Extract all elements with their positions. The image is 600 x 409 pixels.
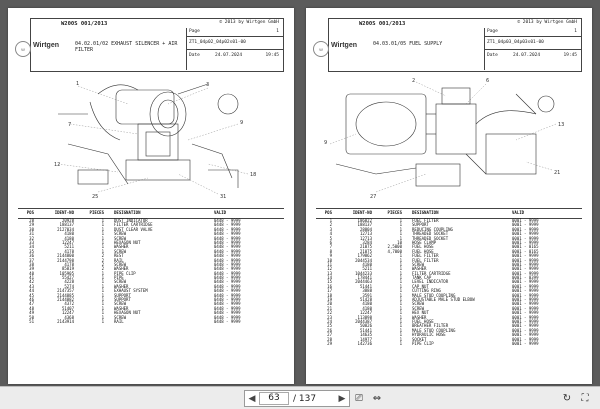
time-value: 19:45: [563, 53, 577, 58]
svg-text:27: 27: [370, 194, 377, 200]
table-row: 13 1044233 1 FILTER CARTRIDGE 0001 - 9999: [327, 270, 539, 276]
section-title: 04.02.01/02 EXHAUST SILENCER + AIR FILTER: [75, 41, 178, 53]
drawing-code: ZT1_04p03_04p03s01-00: [487, 40, 544, 45]
table-row: 21 4180 1 SCREW 0001 - 9999: [327, 305, 539, 311]
parts-table: [316, 208, 582, 346]
table-row: 1 186822 1 FUEL FILTER 0001 - 9999: [329, 218, 539, 223]
model-title: W200S 001/2013: [359, 21, 406, 27]
current-page-input[interactable]: 63: [259, 392, 289, 405]
table-row: 43 5274 1 WASHER 0448 - 9999: [29, 283, 241, 289]
table-row: 22 12247 1 HEX NUT 0001 - 9999: [327, 310, 539, 316]
table-body: [18, 219, 284, 324]
exploded-view-drawing: [316, 74, 582, 202]
wirtgen-emblem-icon: W: [313, 41, 329, 57]
table-row: 15 2044463 1 LEVEL INDICATOR 0001 - 9999: [327, 279, 539, 285]
table-header: POS IDENT-NO PIECES DESIGNATION VALID: [316, 208, 582, 219]
table-row: 37 2144798 2 RAIL 0448 - 9999: [29, 257, 241, 263]
section-title: 04.03.01/05 FUEL SUPPLY: [373, 41, 443, 47]
page-label: Page: [189, 29, 200, 34]
table-row: 9 179862 1 FUEL FILTER 0001 - 9999: [329, 253, 539, 259]
page-meta: [484, 28, 581, 70]
fullscreen-icon[interactable]: ⛶: [581, 392, 589, 404]
table-row: 17 3888 1 CUTTING RING 0001 - 9999: [327, 288, 539, 294]
table-row: 30 2127034 1 DUST CLEAR VALVE 0448 - 9999: [29, 226, 241, 232]
page-meta: [186, 28, 283, 70]
table-row: 48 51407 1 WASHER 0448 - 9999: [29, 305, 241, 311]
svg-text:7: 7: [68, 122, 72, 128]
svg-text:18: 18: [250, 172, 257, 178]
table-row: 5 12713 1 THREADED SOCKET 0001 - 9999: [329, 235, 539, 241]
table-row: 42 4228 1 SCREW 0448 - 9999: [29, 279, 241, 285]
table-row: 29 142736 1 PIPE CLIP 0001 - 9999: [327, 340, 539, 346]
time-value: 19:45: [265, 53, 279, 58]
table-row: 38 4178 2 SCREW 0448 - 9999: [29, 261, 241, 267]
table-row: 40 105905 1 PIPE CLIP 0448 - 9999: [29, 270, 241, 276]
fit-width-icon[interactable]: ⇔: [372, 392, 382, 404]
table-row: 45 2144885 1 SUPPORT 0448 - 9999: [29, 292, 241, 298]
date-label: Date: [189, 53, 200, 58]
table-row: 28 20928 1 DUST INDICATOR 0448 - 9999: [29, 218, 241, 223]
table-row: 18 3591 1 MALE STUD COUPLING 0001 - 9999: [327, 292, 539, 298]
table-row: 25 50826 1 BREATHER FILTER 0001 - 9999: [327, 323, 539, 329]
parts-table: [18, 208, 284, 324]
svg-text:21: 21: [554, 170, 561, 176]
table-header: POS IDENT-NO PIECES DESIGNATION VALID: [18, 208, 284, 219]
table-row: 6 3284 10 HOSE CLAMP 0001 - 9999: [329, 239, 539, 245]
table-row: 23 113898 1 WASHER 0001 - 9999: [327, 314, 539, 320]
table-row: 31 4180 1 SCREW 0448 - 9999: [29, 231, 241, 237]
svg-text:13: 13: [558, 122, 565, 128]
svg-text:3: 3: [206, 82, 210, 88]
brand-logo: Wirtgen: [331, 42, 357, 49]
page-label: Page: [487, 29, 498, 34]
table-row: 27 14635 1 HYDRAULIC HOSE 0001 - 9999: [327, 332, 539, 338]
rotate-icon[interactable]: ↻: [562, 392, 572, 404]
table-row: 2 188137 1 SUPPORT 0001 - 9999: [329, 222, 539, 228]
table-row: 41 55427 1 PIPE 0448 - 9999: [29, 275, 241, 281]
model-title: W200S 001/2013: [61, 21, 108, 27]
viewer-toolbar: [0, 386, 600, 409]
svg-text:25: 25: [92, 194, 99, 200]
svg-text:12: 12: [54, 162, 61, 168]
table-row: 10 2044534 1 FUEL FILTER 0001 - 9999: [327, 257, 539, 263]
page-value: 1: [276, 29, 279, 34]
table-row: 11 4180 1 SCREW 0001 - 9999: [327, 261, 539, 267]
table-row: 19 51428 1 ADJUSTABLE MALE STUD ELBOW 0001 - 9999: [327, 297, 539, 303]
svg-text:31: 31: [220, 194, 227, 200]
table-row: 33 12247 1 HEXAGON NUT 0448 - 9999: [29, 239, 241, 245]
table-row: 44 2147357 1 EXHAUST SYSTEM 0448 - 9999: [29, 288, 241, 294]
table-row: 26 51441 1 MALE STUD COUPLING 0001 - 9999: [327, 327, 539, 333]
table-row: 50 4368 1 SCREW 0448 - 9999: [29, 314, 241, 320]
copyright: © 2013 by Wirtgen GmbH: [219, 20, 279, 25]
table-row: 24 2044387 1 FUEL HOSE 0001 - 9999: [327, 318, 539, 324]
table-row: 7 21075 2,5000 FUEL HOSE 0001 - 0165: [329, 244, 539, 250]
table-row: 3 28804 1 REDUCING COUPLING 0001 - 9999: [329, 226, 539, 232]
table-row: 35 4178 1 SCREW 0448 - 9999: [29, 248, 241, 254]
svg-text:2: 2: [412, 78, 416, 84]
svg-text:9: 9: [240, 120, 244, 126]
document-page-left: [8, 8, 294, 384]
table-row: 46 2144882 1 SUPPORT 0448 - 9999: [29, 297, 241, 303]
brand-logo: Wirtgen: [33, 42, 59, 49]
table-row: 28 14977 1 SOCKET 0001 - 9999: [327, 336, 539, 342]
table-row: 29 188137 1 FILTER CARTRIDGE 0448 - 9999: [29, 222, 241, 228]
copyright: © 2013 by Wirtgen GmbH: [517, 20, 577, 25]
table-row: 8 21075 4,7000 FUEL HOSE 0001 - 0165: [329, 248, 539, 254]
table-row: 14 178441 1 TANK CAP 0001 - 0399: [327, 275, 539, 281]
page-value: 1: [574, 29, 577, 34]
date-label: Date: [487, 53, 498, 58]
exploded-view-drawing: [18, 74, 284, 202]
table-row: 34 5211 1 WASHER 0448 - 9999: [29, 244, 241, 250]
table-row: 12 5211 1 WASHER 0001 - 9999: [327, 266, 539, 272]
table-row: 36 2144800 2 REST 0448 - 9999: [29, 253, 241, 259]
date-value: 24.07.2024: [215, 53, 243, 58]
table-row: 4 12713 1 THREADED SOCKET 0001 - 9999: [329, 231, 539, 237]
wirtgen-emblem-icon: W: [15, 41, 31, 57]
fit-page-icon[interactable]: ⎚: [355, 392, 363, 404]
page-header: [319, 18, 582, 72]
page-navigator: [244, 390, 350, 407]
svg-text:1: 1: [76, 81, 80, 87]
table-row: 49 12247 1 HEXAGON NUT 0448 - 9999: [29, 310, 241, 316]
table-row: 20 4180 1 SCREW 0001 - 9999: [327, 301, 539, 307]
prev-page-icon[interactable]: ◀: [248, 393, 256, 404]
document-page-right: [306, 8, 592, 384]
drawing-code: ZT1_04p02_04p02s01-00: [189, 40, 246, 45]
date-value: 24.07.2024: [513, 53, 541, 58]
page-header: [21, 18, 284, 72]
svg-text:6: 6: [486, 78, 490, 84]
table-row: 47 4372 1 SCREW 0448 - 9999: [29, 301, 241, 307]
svg-text:9: 9: [324, 140, 328, 146]
table-body: [316, 219, 582, 346]
table-row: 51 2143914 1 RAIL 0448 - 9999: [29, 318, 241, 324]
next-page-icon[interactable]: ▶: [338, 393, 346, 404]
table-row: 39 85819 2 WASHER 0448 - 9999: [29, 266, 241, 272]
total-pages: / 137: [293, 393, 317, 404]
table-row: 16 51441 1 CAP NUT 0001 - 9999: [327, 283, 539, 289]
table-row: 32 4180 1 SCREW 0448 - 9999: [29, 235, 241, 241]
